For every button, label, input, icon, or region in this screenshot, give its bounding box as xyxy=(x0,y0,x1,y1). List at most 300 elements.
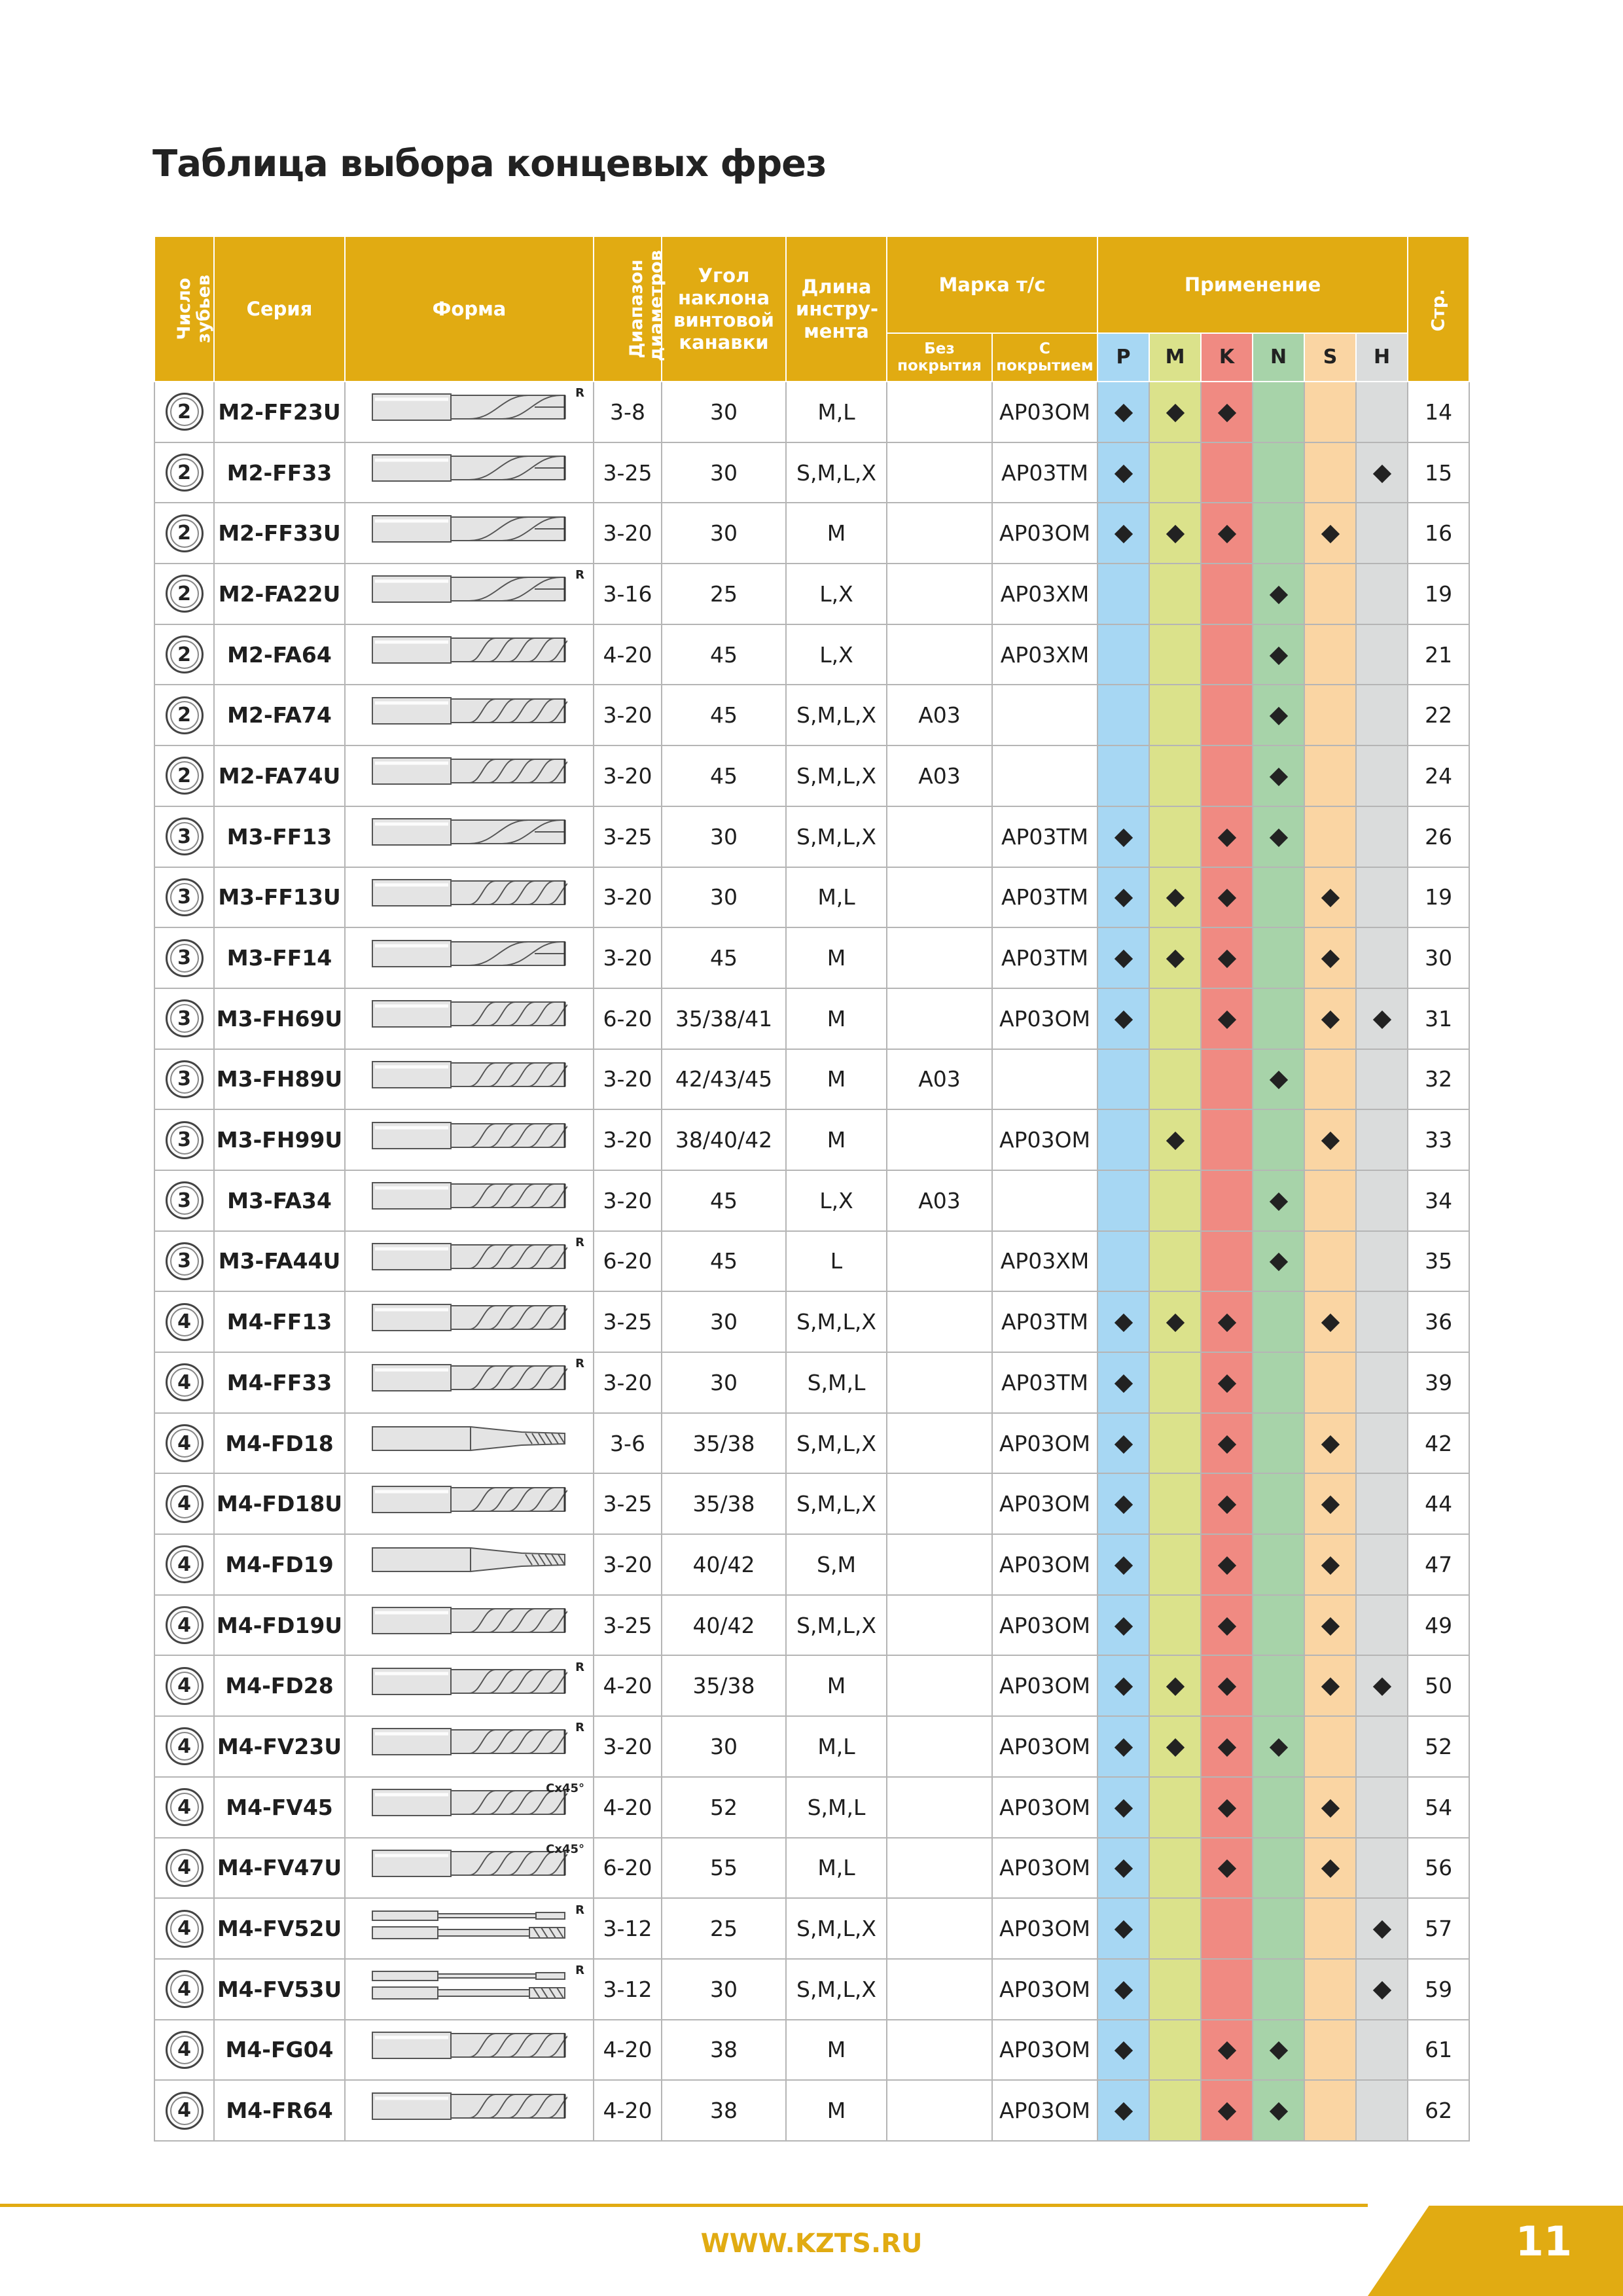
material-m-cell xyxy=(1149,624,1201,685)
table-row xyxy=(154,1534,1469,1595)
series-cell: M4-FV53U xyxy=(214,1959,345,2020)
material-h-cell xyxy=(1356,1777,1408,1838)
shape-cell xyxy=(345,1170,594,1231)
diameter-cell: 3-20 xyxy=(594,1352,662,1413)
applicable-diamond-icon xyxy=(1321,1799,1339,1818)
uncoated-grade-cell xyxy=(887,1413,992,1474)
page-cell: 52 xyxy=(1408,1716,1469,1777)
material-p-cell xyxy=(1097,2080,1149,2141)
series-cell: M4-FF13 xyxy=(214,1291,345,1352)
length-cell: M xyxy=(786,2020,887,2081)
material-k-cell xyxy=(1201,2080,1253,2141)
series-cell: M2-FF23U xyxy=(214,382,345,442)
shape-cell xyxy=(345,1413,594,1474)
teeth-count-icon: 2 xyxy=(166,636,204,673)
applicable-diamond-icon xyxy=(1217,1799,1236,1818)
diameter-cell: 3-6 xyxy=(594,1413,662,1474)
material-n-cell xyxy=(1253,1413,1304,1474)
applicable-diamond-icon xyxy=(1217,1556,1236,1575)
end-mill-drawing-icon xyxy=(371,1359,567,1396)
teeth-cell xyxy=(154,1716,214,1777)
applicable-diamond-icon xyxy=(1372,464,1391,482)
material-m-cell xyxy=(1149,503,1201,564)
material-n-cell xyxy=(1253,685,1304,745)
shape-cell xyxy=(345,1838,594,1899)
applicable-diamond-icon xyxy=(1217,1496,1236,1514)
applicable-diamond-icon xyxy=(1217,829,1236,847)
applicable-diamond-icon xyxy=(1114,1859,1132,1878)
length-cell: M,L xyxy=(786,1838,887,1899)
material-p-cell xyxy=(1097,1413,1149,1474)
uncoated-grade-cell xyxy=(887,2080,992,2141)
teeth-cell xyxy=(154,1534,214,1595)
material-h-cell xyxy=(1356,2020,1408,2081)
table-row xyxy=(154,685,1469,745)
uncoated-grade-cell xyxy=(887,1838,992,1899)
length-cell: S,M,L xyxy=(786,1777,887,1838)
series-cell: M4-FF33 xyxy=(214,1352,345,1413)
teeth-cell xyxy=(154,867,214,928)
material-m-cell xyxy=(1149,1534,1201,1595)
applicable-diamond-icon xyxy=(1114,1374,1132,1393)
material-k-cell xyxy=(1201,442,1253,503)
teeth-count-icon: 2 xyxy=(166,454,204,492)
table-row xyxy=(154,1291,1469,1352)
diameter-cell: 4-20 xyxy=(594,624,662,685)
length-cell: S,M,L,X xyxy=(786,1413,887,1474)
diameter-cell: 6-20 xyxy=(594,1838,662,1899)
diameter-cell: 4-20 xyxy=(594,2080,662,2141)
applicable-diamond-icon xyxy=(1166,889,1184,907)
teeth-cell xyxy=(154,1595,214,1656)
header-material-h: H xyxy=(1356,333,1408,382)
material-m-cell xyxy=(1149,685,1201,745)
material-m-cell xyxy=(1149,806,1201,867)
angle-cell: 25 xyxy=(662,564,786,624)
applicable-diamond-icon xyxy=(1269,707,1287,725)
teeth-cell xyxy=(154,988,214,1049)
applicable-diamond-icon xyxy=(1114,950,1132,968)
applicable-diamond-icon xyxy=(1372,1981,1391,2000)
teeth-cell xyxy=(154,1959,214,2020)
coated-grade-cell: AP03TM xyxy=(992,1291,1097,1352)
table-row xyxy=(154,564,1469,624)
page-cell: 14 xyxy=(1408,382,1469,442)
material-m-cell xyxy=(1149,1838,1201,1899)
shape-cell xyxy=(345,624,594,685)
material-n-cell xyxy=(1253,927,1304,988)
coated-grade-cell: AP03XM xyxy=(992,564,1097,624)
shape-cell xyxy=(345,1109,594,1170)
end-mill-drawing-icon xyxy=(371,1541,567,1578)
material-k-cell xyxy=(1201,1352,1253,1413)
applicable-diamond-icon xyxy=(1114,1981,1132,2000)
teeth-count-icon: 4 xyxy=(166,1424,204,1462)
material-h-cell xyxy=(1356,1595,1408,1656)
length-cell: M,L xyxy=(786,867,887,928)
applicable-diamond-icon xyxy=(1321,889,1339,907)
length-cell: S,M,L,X xyxy=(786,745,887,806)
applicable-diamond-icon xyxy=(1114,889,1132,907)
page-cell: 57 xyxy=(1408,1898,1469,1959)
series-cell: M4-FV52U xyxy=(214,1898,345,1959)
end-mill-drawing-icon xyxy=(371,1117,567,1154)
material-p-cell xyxy=(1097,382,1149,442)
diameter-cell: 3-20 xyxy=(594,1109,662,1170)
end-mill-drawing-icon xyxy=(371,935,567,972)
material-h-cell xyxy=(1356,1959,1408,2020)
page-cell: 62 xyxy=(1408,2080,1469,2141)
material-p-cell xyxy=(1097,988,1149,1049)
end-mill-drawing-icon xyxy=(371,2088,567,2125)
material-h-cell xyxy=(1356,1231,1408,1292)
material-m-cell xyxy=(1149,1716,1201,1777)
diameter-cell: 3-20 xyxy=(594,685,662,745)
uncoated-grade-cell xyxy=(887,1352,992,1413)
material-s-cell xyxy=(1304,1534,1356,1595)
table-row xyxy=(154,2020,1469,2081)
coated-grade-cell: AP03OM xyxy=(992,1413,1097,1474)
length-cell: M,L xyxy=(786,1716,887,1777)
page-cell: 34 xyxy=(1408,1170,1469,1231)
series-cell: M2-FF33 xyxy=(214,442,345,503)
material-s-cell xyxy=(1304,1109,1356,1170)
page-cell: 15 xyxy=(1408,442,1469,503)
series-cell: M4-FV23U xyxy=(214,1716,345,1777)
applicable-diamond-icon xyxy=(1269,586,1287,604)
series-cell: M3-FA34 xyxy=(214,1170,345,1231)
applicable-diamond-icon xyxy=(1166,950,1184,968)
applicable-diamond-icon xyxy=(1321,1556,1339,1575)
teeth-cell xyxy=(154,1049,214,1110)
material-k-cell xyxy=(1201,2020,1253,2081)
length-cell: M xyxy=(786,503,887,564)
applicable-diamond-icon xyxy=(1114,1799,1132,1818)
applicable-diamond-icon xyxy=(1217,1617,1236,1635)
material-n-cell xyxy=(1253,1291,1304,1352)
shape-cell xyxy=(345,1655,594,1716)
material-k-cell xyxy=(1201,1898,1253,1959)
material-s-cell xyxy=(1304,745,1356,806)
material-k-cell xyxy=(1201,1534,1253,1595)
applicable-diamond-icon xyxy=(1321,1132,1339,1150)
series-cell: M3-FH99U xyxy=(214,1109,345,1170)
series-cell: M2-FA22U xyxy=(214,564,345,624)
teeth-count-icon: 4 xyxy=(166,1910,204,1948)
header-grade: Марка т/с xyxy=(887,236,1097,333)
teeth-cell xyxy=(154,1655,214,1716)
page-cell: 56 xyxy=(1408,1838,1469,1899)
table-row xyxy=(154,382,1469,442)
material-h-cell xyxy=(1356,1170,1408,1231)
coated-grade-cell: AP03OM xyxy=(992,988,1097,1049)
material-n-cell xyxy=(1253,624,1304,685)
material-n-cell xyxy=(1253,988,1304,1049)
table-row xyxy=(154,1413,1469,1474)
material-m-cell xyxy=(1149,988,1201,1049)
coated-grade-cell: AP03OM xyxy=(992,1595,1097,1656)
length-cell: L xyxy=(786,1231,887,1292)
shape-note: R xyxy=(575,1903,584,1917)
end-mill-drawing-icon xyxy=(371,753,567,789)
table-row xyxy=(154,1655,1469,1716)
applicable-diamond-icon xyxy=(1114,2041,1132,2060)
material-h-cell xyxy=(1356,1655,1408,1716)
diameter-cell: 4-20 xyxy=(594,1777,662,1838)
teeth-count-icon: 3 xyxy=(166,878,204,916)
shape-cell xyxy=(345,1291,594,1352)
material-s-cell xyxy=(1304,2020,1356,2081)
teeth-cell xyxy=(154,442,214,503)
length-cell: S,M,L,X xyxy=(786,1595,887,1656)
table-row xyxy=(154,806,1469,867)
material-h-cell xyxy=(1356,1838,1408,1899)
angle-cell: 45 xyxy=(662,1231,786,1292)
material-p-cell xyxy=(1097,1838,1149,1899)
material-h-cell xyxy=(1356,685,1408,745)
length-cell: S,M,L,X xyxy=(786,685,887,745)
coated-grade-cell: AP03OM xyxy=(992,382,1097,442)
material-p-cell xyxy=(1097,1473,1149,1534)
header-material-s: S xyxy=(1304,333,1356,382)
series-cell: M4-FR64 xyxy=(214,2080,345,2141)
end-mill-drawing-icon xyxy=(371,1723,567,1760)
end-mill-drawing-icon xyxy=(371,2027,567,2064)
series-cell: M4-FV45 xyxy=(214,1777,345,1838)
material-n-cell xyxy=(1253,1473,1304,1534)
footer-url[interactable]: WWW.KZTS.RU xyxy=(700,2229,923,2259)
applicable-diamond-icon xyxy=(1269,2102,1287,2121)
page-cell: 44 xyxy=(1408,1473,1469,1534)
material-p-cell xyxy=(1097,624,1149,685)
applicable-diamond-icon xyxy=(1166,1314,1184,1332)
length-cell: L,X xyxy=(786,1170,887,1231)
series-cell: M4-FG04 xyxy=(214,2020,345,2081)
coated-grade-cell xyxy=(992,1170,1097,1231)
page-cell: 49 xyxy=(1408,1595,1469,1656)
material-p-cell xyxy=(1097,1655,1149,1716)
shape-cell xyxy=(345,685,594,745)
applicable-diamond-icon xyxy=(1321,525,1339,543)
diameter-cell: 3-20 xyxy=(594,867,662,928)
applicable-diamond-icon xyxy=(1217,1435,1236,1453)
angle-cell: 45 xyxy=(662,685,786,745)
diameter-cell: 6-20 xyxy=(594,988,662,1049)
length-cell: M xyxy=(786,927,887,988)
material-s-cell xyxy=(1304,1473,1356,1534)
material-p-cell xyxy=(1097,564,1149,624)
shape-cell xyxy=(345,1534,594,1595)
applicable-diamond-icon xyxy=(1321,1677,1339,1696)
angle-cell: 52 xyxy=(662,1777,786,1838)
end-mill-drawing-icon xyxy=(371,874,567,911)
series-cell: M3-FF13 xyxy=(214,806,345,867)
applicable-diamond-icon xyxy=(1114,1496,1132,1514)
applicable-diamond-icon xyxy=(1166,1677,1184,1696)
teeth-cell xyxy=(154,624,214,685)
page-cell: 36 xyxy=(1408,1291,1469,1352)
diameter-cell: 3-25 xyxy=(594,1291,662,1352)
length-cell: L,X xyxy=(786,564,887,624)
uncoated-grade-cell xyxy=(887,1716,992,1777)
material-s-cell xyxy=(1304,1959,1356,2020)
applicable-diamond-icon xyxy=(1114,1435,1132,1453)
diameter-cell: 3-25 xyxy=(594,806,662,867)
material-s-cell xyxy=(1304,1655,1356,1716)
applicable-diamond-icon xyxy=(1166,1132,1184,1150)
end-mill-drawing-icon xyxy=(371,814,567,850)
material-k-cell xyxy=(1201,1049,1253,1110)
teeth-count-icon: 2 xyxy=(166,514,204,552)
teeth-count-icon: 4 xyxy=(166,1485,204,1523)
uncoated-grade-cell xyxy=(887,1959,992,2020)
end-mill-drawing-icon xyxy=(371,1663,567,1700)
teeth-cell xyxy=(154,1352,214,1413)
table-row xyxy=(154,1473,1469,1534)
material-n-cell xyxy=(1253,1959,1304,2020)
uncoated-grade-cell xyxy=(887,988,992,1049)
diameter-cell: 3-20 xyxy=(594,503,662,564)
uncoated-grade-cell xyxy=(887,867,992,928)
teeth-cell xyxy=(154,382,214,442)
material-n-cell xyxy=(1253,1898,1304,1959)
material-s-cell xyxy=(1304,988,1356,1049)
diameter-cell: 3-20 xyxy=(594,1716,662,1777)
material-n-cell xyxy=(1253,2020,1304,2081)
material-m-cell xyxy=(1149,1473,1201,1534)
coated-grade-cell: AP03XM xyxy=(992,1231,1097,1292)
material-h-cell xyxy=(1356,1898,1408,1959)
material-n-cell xyxy=(1253,745,1304,806)
teeth-count-icon: 4 xyxy=(166,1727,204,1765)
material-k-cell xyxy=(1201,564,1253,624)
material-h-cell xyxy=(1356,624,1408,685)
material-k-cell xyxy=(1201,382,1253,442)
shape-note: R xyxy=(575,1235,584,1249)
teeth-count-icon: 4 xyxy=(166,1303,204,1341)
table-row xyxy=(154,1777,1469,1838)
material-p-cell xyxy=(1097,1109,1149,1170)
applicable-diamond-icon xyxy=(1114,1617,1132,1635)
coated-grade-cell: AP03TM xyxy=(992,442,1097,503)
material-n-cell xyxy=(1253,382,1304,442)
angle-cell: 40/42 xyxy=(662,1534,786,1595)
material-m-cell xyxy=(1149,2020,1201,2081)
header-application: Применение xyxy=(1097,236,1408,333)
material-k-cell xyxy=(1201,1231,1253,1292)
teeth-count-icon: 4 xyxy=(166,1667,204,1705)
material-p-cell xyxy=(1097,1716,1149,1777)
page-cell: 35 xyxy=(1408,1231,1469,1292)
angle-cell: 42/43/45 xyxy=(662,1049,786,1110)
coated-grade-cell: AP03OM xyxy=(992,1716,1097,1777)
teeth-cell xyxy=(154,1473,214,1534)
table-row xyxy=(154,1595,1469,1656)
material-h-cell xyxy=(1356,1291,1408,1352)
material-k-cell xyxy=(1201,1838,1253,1899)
material-s-cell xyxy=(1304,624,1356,685)
applicable-diamond-icon xyxy=(1114,464,1132,482)
end-mill-drawing-icon xyxy=(371,1299,567,1336)
header-material-k: K xyxy=(1201,333,1253,382)
series-cell: M2-FA74U xyxy=(214,745,345,806)
teeth-cell xyxy=(154,1413,214,1474)
header-material-n: N xyxy=(1253,333,1304,382)
material-s-cell xyxy=(1304,503,1356,564)
applicable-diamond-icon xyxy=(1217,2102,1236,2121)
coated-grade-cell xyxy=(992,1049,1097,1110)
material-k-cell xyxy=(1201,503,1253,564)
shape-cell xyxy=(345,1959,594,2020)
diameter-cell: 3-20 xyxy=(594,1049,662,1110)
material-h-cell xyxy=(1356,1049,1408,1110)
end-mill-drawing-icon xyxy=(371,1784,567,1821)
material-k-cell xyxy=(1201,1413,1253,1474)
shape-note: Cx45° xyxy=(546,1842,584,1856)
diameter-cell: 3-12 xyxy=(594,1959,662,2020)
material-s-cell xyxy=(1304,1352,1356,1413)
shape-cell xyxy=(345,988,594,1049)
page-cell: 32 xyxy=(1408,1049,1469,1110)
teeth-cell xyxy=(154,806,214,867)
material-m-cell xyxy=(1149,382,1201,442)
uncoated-grade-cell xyxy=(887,382,992,442)
teeth-count-icon: 2 xyxy=(166,757,204,795)
material-p-cell xyxy=(1097,685,1149,745)
angle-cell: 38 xyxy=(662,2080,786,2141)
header-page: Стр. xyxy=(1408,236,1469,382)
material-m-cell xyxy=(1149,1898,1201,1959)
applicable-diamond-icon xyxy=(1321,1496,1339,1514)
material-h-cell xyxy=(1356,1352,1408,1413)
uncoated-grade-cell: A03 xyxy=(887,685,992,745)
shape-note: R xyxy=(575,386,584,401)
uncoated-grade-cell: A03 xyxy=(887,1049,992,1110)
teeth-cell xyxy=(154,927,214,988)
material-s-cell xyxy=(1304,2080,1356,2141)
angle-cell: 30 xyxy=(662,806,786,867)
coated-grade-cell: AP03OM xyxy=(992,1534,1097,1595)
length-cell: L,X xyxy=(786,624,887,685)
end-mill-drawing-icon xyxy=(371,571,567,607)
applicable-diamond-icon xyxy=(1114,1738,1132,1757)
material-s-cell xyxy=(1304,1595,1356,1656)
uncoated-grade-cell xyxy=(887,1291,992,1352)
applicable-diamond-icon xyxy=(1269,1071,1287,1089)
material-m-cell xyxy=(1149,1777,1201,1838)
material-s-cell xyxy=(1304,1898,1356,1959)
page-cell: 24 xyxy=(1408,745,1469,806)
material-h-cell xyxy=(1356,1716,1408,1777)
coated-grade-cell: AP03TM xyxy=(992,867,1097,928)
material-k-cell xyxy=(1201,1473,1253,1534)
material-m-cell xyxy=(1149,564,1201,624)
shape-cell xyxy=(345,442,594,503)
material-p-cell xyxy=(1097,1291,1149,1352)
applicable-diamond-icon xyxy=(1217,1011,1236,1029)
end-mill-drawing-icon xyxy=(371,450,567,486)
material-m-cell xyxy=(1149,1352,1201,1413)
applicable-diamond-icon xyxy=(1114,404,1132,422)
teeth-count-icon: 3 xyxy=(166,1181,204,1219)
coated-grade-cell: AP03OM xyxy=(992,1655,1097,1716)
uncoated-grade-cell xyxy=(887,1473,992,1534)
applicable-diamond-icon xyxy=(1372,1920,1391,1939)
shape-cell xyxy=(345,1595,594,1656)
applicable-diamond-icon xyxy=(1114,1920,1132,1939)
teeth-count-icon: 4 xyxy=(166,1606,204,1644)
material-n-cell xyxy=(1253,1716,1304,1777)
